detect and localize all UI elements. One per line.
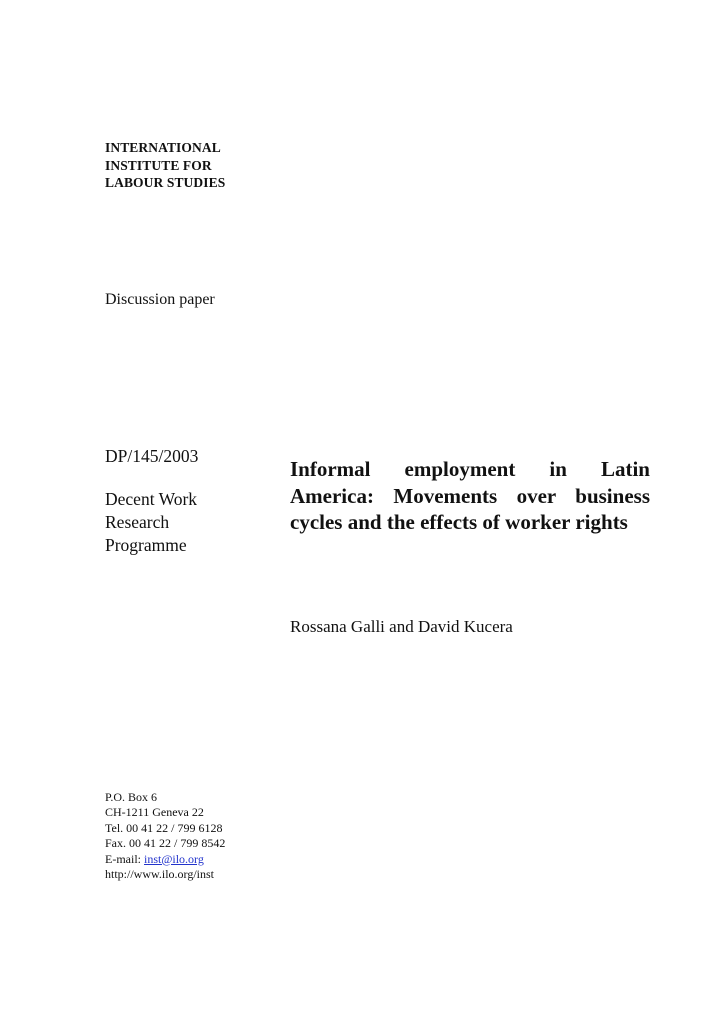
email-link[interactable]: inst@ilo.org <box>144 851 204 866</box>
paper-title: Informal employment in Latin America: Movements over business cycles and the effects of worker rights <box>290 457 650 534</box>
paper-type: Discussion paper <box>105 291 215 308</box>
po-box: P.O. Box 6 <box>105 790 158 804</box>
authors: Rossana Galli and David Kucera <box>290 617 513 636</box>
email-row <box>105 852 225 867</box>
programme-line-1: Decent Work <box>105 489 198 509</box>
city-address: CH-1211 Geneva 22 <box>105 805 204 820</box>
contact-block <box>105 790 225 882</box>
institute-name <box>105 139 225 192</box>
email-label: E-mail: <box>105 851 144 866</box>
programme-name <box>105 488 197 557</box>
institute-name-line-2: INSTITUTE FOR <box>105 157 212 173</box>
website: http://www.ilo.org/inst <box>105 867 215 882</box>
programme-line-2: Research <box>105 512 170 532</box>
programme-line-3: Programme <box>105 535 187 555</box>
fax: Fax. 00 41 22 / 799 8542 <box>105 836 226 851</box>
institute-name-line-1: INTERNATIONAL <box>105 140 221 155</box>
telephone: Tel. 00 41 22 / 799 6128 <box>105 820 223 835</box>
institute-name-line-3: LABOUR STUDIES <box>105 175 226 190</box>
document-number: DP/145/2003 <box>105 446 199 466</box>
